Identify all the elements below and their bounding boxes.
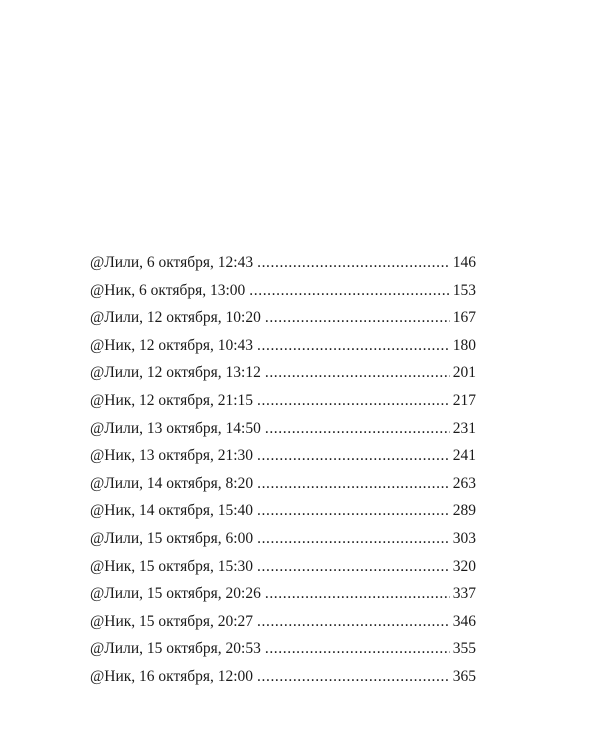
toc-leader-dots: [265, 415, 450, 443]
toc-entry-title: @Лили, 13 октября, 14:50: [90, 419, 261, 437]
toc-entry-page: 365: [452, 667, 476, 685]
toc-entry-page: 263: [452, 474, 476, 492]
toc-leader-dots: [257, 387, 450, 415]
toc-entry-page: 303: [452, 529, 476, 547]
toc-entry-title: @Лили, 15 октября, 20:53: [90, 640, 261, 658]
toc-entry-title: @Ник, 14 октября, 15:40: [90, 502, 254, 520]
toc-entry-title: @Лили, 15 октября, 6:00: [90, 529, 254, 547]
toc-entry: [90, 359, 476, 387]
toc-entry-page: 355: [452, 640, 476, 658]
toc-entry-title: @Ник, 15 октября, 20:27: [90, 612, 254, 630]
toc-leader-dots: [257, 525, 450, 553]
toc-entry: [90, 663, 476, 691]
toc-entry: [90, 415, 476, 443]
toc-entry-page: 217: [452, 391, 476, 409]
toc-leader-dots: [257, 663, 450, 691]
toc-entry-title: @Лили, 12 октября, 10:20: [90, 309, 261, 327]
toc-entry-title: @Ник, 12 октября, 21:15: [90, 391, 254, 409]
toc-entry-title: @Ник, 6 октября, 13:00: [90, 281, 246, 299]
toc-leader-dots: [257, 470, 450, 498]
toc-entry-title: @Ник, 12 октября, 10:43: [90, 336, 254, 354]
toc-entry-title: @Ник, 16 октября, 12:00: [90, 667, 254, 685]
toc-entry-page: 153: [452, 281, 476, 299]
toc-entry-page: 180: [452, 336, 476, 354]
toc-leader-dots: [257, 249, 450, 277]
toc-entry: [90, 470, 476, 498]
toc-leader-dots: [257, 497, 450, 525]
toc-entry-title: @Ник, 13 октября, 21:30: [90, 447, 254, 465]
toc-entry: [90, 635, 476, 663]
toc-leader-dots: [265, 359, 450, 387]
toc-entry-page: 231: [452, 419, 476, 437]
toc-entry-title: @Лили, 14 октября, 8:20: [90, 474, 254, 492]
toc-entry-title: @Лили, 6 октября, 12:43: [90, 254, 254, 271]
toc-leader-dots: [265, 304, 450, 332]
toc-entry-title: @Ник, 15 октября, 15:30: [90, 557, 254, 575]
toc-entry: [90, 387, 476, 415]
toc-entry: [90, 608, 476, 636]
toc-leader-dots: [257, 608, 450, 636]
toc-entry: [90, 249, 476, 277]
toc-entry-title: @Лили, 12 октября, 13:12: [90, 364, 261, 382]
toc-entry-page: 167: [452, 309, 476, 327]
toc-entry-page: 289: [452, 502, 476, 520]
table-of-contents: [90, 249, 476, 691]
toc-leader-dots: [257, 553, 450, 581]
toc-entry-page: 320: [452, 557, 476, 575]
toc-leader-dots: [265, 580, 450, 608]
toc-entry: [90, 277, 476, 305]
toc-entry-page: 346: [452, 612, 476, 630]
toc-entry-page: 201: [452, 364, 476, 382]
toc-entry-page: 146: [452, 254, 476, 271]
toc-entry-page: 337: [452, 585, 476, 603]
toc-entry-page: 241: [452, 447, 476, 465]
toc-entry-title: @Лили, 15 октября, 20:26: [90, 585, 261, 603]
toc-entry: [90, 553, 476, 581]
toc-leader-dots: [265, 635, 450, 663]
toc-entry: [90, 304, 476, 332]
toc-leader-dots: [249, 277, 449, 305]
toc-entry: [90, 442, 476, 470]
toc-entry: [90, 497, 476, 525]
toc-entry: [90, 332, 476, 360]
toc-leader-dots: [257, 442, 450, 470]
toc-entry: [90, 580, 476, 608]
toc-leader-dots: [257, 332, 450, 360]
toc-entry: [90, 525, 476, 553]
